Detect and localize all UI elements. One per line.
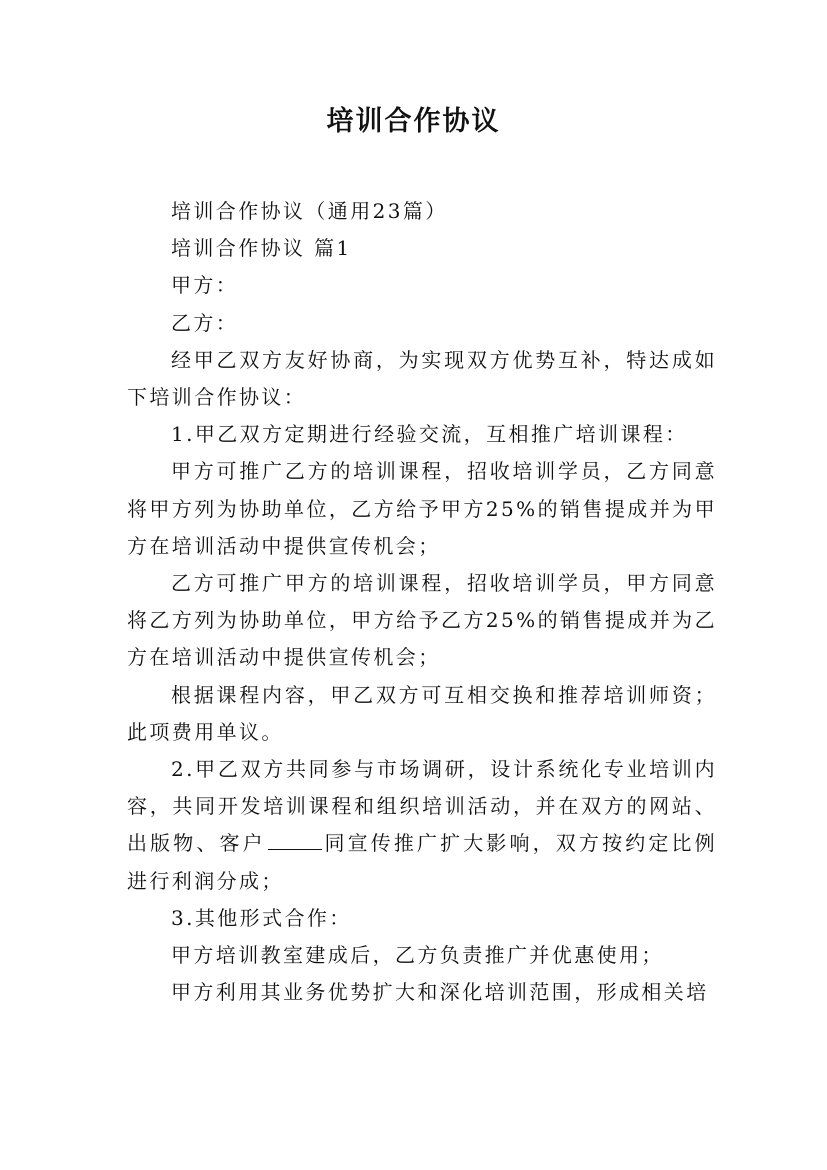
clause-3-heading: 3.其他形式合作： — [171, 905, 352, 930]
document-body — [127, 193, 717, 1011]
clause-2-paragraph — [127, 751, 717, 900]
clause-1-paragraph-1: 甲方可推广乙方的培训课程，招收培训学员，乙方同意将甲方列为协助单位，乙方给予甲方25%的销售提成并为甲方在培训活动中提供宣传机会； — [127, 459, 717, 558]
part-heading: 培训合作协议 篇1 — [171, 236, 352, 261]
blank-fill-line — [268, 831, 322, 850]
party-a-line: 甲方： — [171, 273, 239, 298]
document-subtitle: 培训合作协议（通用23篇） — [171, 199, 448, 223]
document-title: 培训合作协议 — [326, 106, 501, 137]
clause-3-paragraph-2: 甲方利用其业务优势扩大和深化培训范围，形成相关培 — [171, 980, 709, 1005]
party-b-line: 乙方： — [171, 310, 239, 335]
clause-3-paragraph-1: 甲方培训教室建成后，乙方负责推广并优惠使用； — [171, 943, 664, 968]
clause-2-text-part-2: 同宣传推广扩大影响，双方按约定比例进行利润分成； — [127, 831, 717, 893]
clause-1-heading: 1.甲乙双方定期进行经验交流，互相推广培训课程： — [171, 422, 688, 447]
intro-paragraph: 经甲乙双方友好协商，为实现双方优势互补，特达成如下培训合作协议： — [127, 347, 717, 410]
clause-1-paragraph-3: 根据课程内容，甲乙双方可互相交换和推荐培训师资；此项费用单议。 — [127, 682, 717, 744]
clause-2-text-part-1: 2.甲乙双方共同参与市场调研，设计系统化专业培训内容，共同开发培训课程和组织培训活动，并在双方的网站、出版物、客户 — [127, 757, 717, 856]
clause-1-paragraph-2: 乙方可推广甲方的培训课程，招收培训学员，甲方同意将乙方列为协助单位，甲方给予乙方25%的销售提成并为乙方在培训活动中提供宣传机会； — [127, 571, 717, 670]
